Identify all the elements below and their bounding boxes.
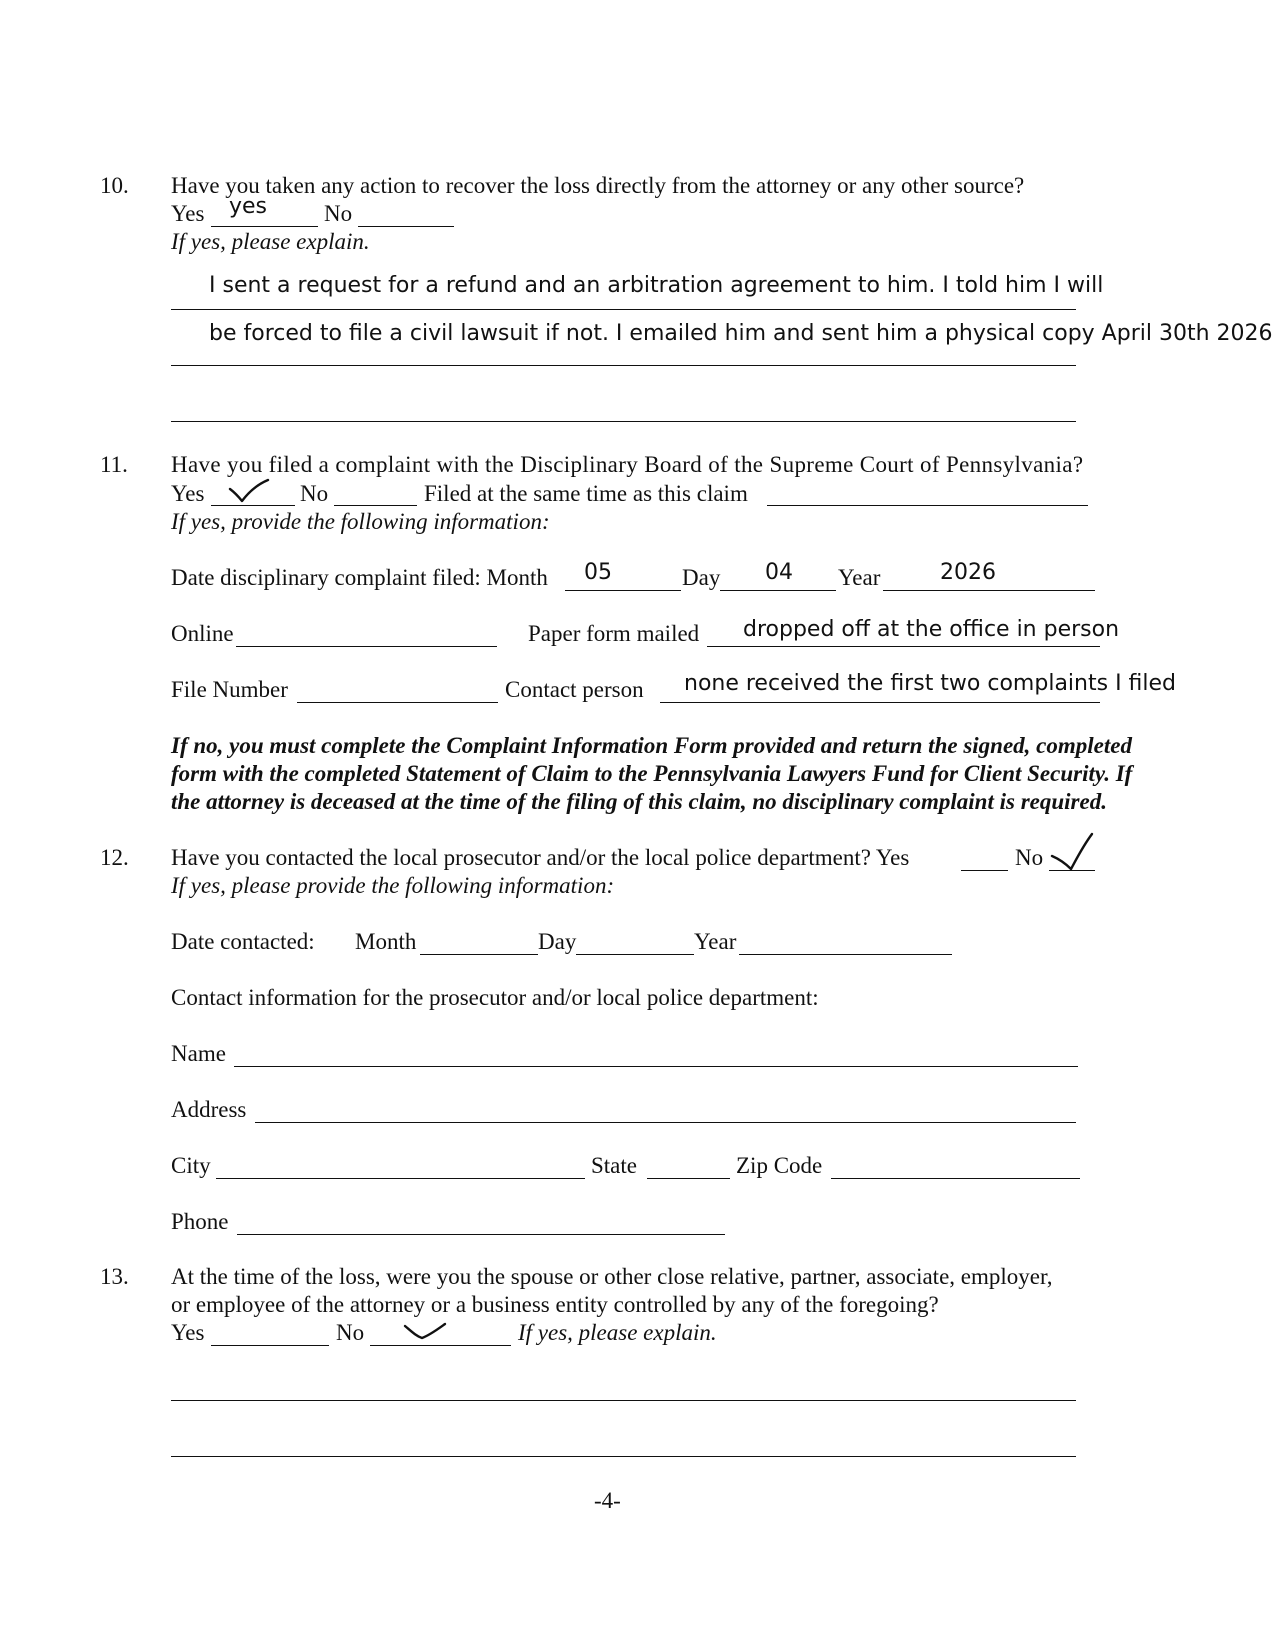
q11-day-line[interactable]	[720, 590, 836, 591]
q12-state-line[interactable]	[647, 1178, 730, 1179]
q12-no-checkmark-icon[interactable]	[1049, 832, 1095, 872]
q13-yes-line[interactable]	[211, 1345, 329, 1346]
q11-paper-label: Paper form mailed	[528, 621, 700, 646]
q12-day-line[interactable]	[576, 954, 694, 955]
q10-explain-underline-3[interactable]	[171, 421, 1076, 422]
q10-yes-label: Yes	[171, 201, 205, 226]
q12-phone-line[interactable]	[237, 1234, 725, 1235]
q13-no-line[interactable]	[370, 1345, 511, 1346]
q11-no-label: No	[300, 481, 329, 506]
q10-yes-line[interactable]	[211, 226, 318, 227]
q12-date-label: Date contacted:	[171, 929, 315, 954]
q11-day-label: Day	[682, 565, 721, 590]
q11-contact-line[interactable]	[660, 702, 1100, 703]
q12-year-line[interactable]	[739, 954, 952, 955]
q11-yes-line[interactable]	[211, 505, 295, 506]
q11-file-number-label: File Number	[171, 677, 288, 702]
q12-month-line[interactable]	[420, 954, 538, 955]
q12-address-label: Address	[171, 1097, 247, 1122]
q11-month-line[interactable]	[565, 590, 681, 591]
q13-question-line-2: or employee of the attorney or a business entity controlled by any of the foregoing?	[171, 1292, 939, 1317]
q10-explain-line-1[interactable]: I sent a request for a refund and an arbitration agreement to him. I told him I will	[209, 273, 1104, 298]
q12-name-label: Name	[171, 1041, 226, 1066]
page-number: -4-	[594, 1488, 621, 1513]
q12-zip-label: Zip Code	[736, 1153, 823, 1178]
q12-number: 12.	[100, 845, 129, 870]
q11-year-value[interactable]: 2026	[940, 560, 996, 585]
q11-date-label: Date disciplinary complaint filed: Month	[171, 565, 548, 590]
q13-explain-label: If yes, please explain.	[518, 1320, 717, 1345]
q10-number: 10.	[100, 173, 129, 198]
q12-phone-label: Phone	[171, 1209, 229, 1234]
q13-no-label: No	[336, 1320, 365, 1345]
q12-contact-info-label: Contact information for the prosecutor and/or local police department:	[171, 985, 819, 1010]
q11-contact-label: Contact person	[505, 677, 644, 702]
q11-note-line-3: the attorney is deceased at the time of the filing of this claim, no disciplinary complaint is required.	[171, 789, 1107, 814]
q12-day-label: Day	[538, 929, 577, 954]
q13-question-line-1: At the time of the loss, were you the spouse or other close relative, partner, associate, employer,	[171, 1264, 1053, 1289]
q13-yes-label: Yes	[171, 1320, 205, 1345]
q11-yes-label: Yes	[171, 481, 205, 506]
q12-state-label: State	[591, 1153, 637, 1178]
q13-number: 13.	[100, 1264, 129, 1289]
q11-online-label: Online	[171, 621, 234, 646]
q11-note-line-2: form with the completed Statement of Claim to the Pennsylvania Lawyers Fund for Client Security. If	[171, 761, 1133, 786]
q11-paper-line[interactable]	[707, 646, 1100, 647]
q12-name-line[interactable]	[234, 1066, 1078, 1067]
q12-zip-line[interactable]	[831, 1178, 1080, 1179]
q11-file-number-line[interactable]	[297, 702, 498, 703]
q12-year-label: Year	[694, 929, 737, 954]
q10-yes-value[interactable]: yes	[229, 194, 268, 219]
q10-explain-underline-2	[171, 365, 1076, 366]
q12-month-label: Month	[355, 929, 417, 954]
q11-day-value[interactable]: 04	[765, 560, 793, 585]
q11-online-line[interactable]	[236, 646, 497, 647]
q11-year-line[interactable]	[883, 590, 1095, 591]
q10-explain-line-2[interactable]: be forced to file a civil lawsuit if not. I emailed him and sent him a physical copy April 30th 2026	[209, 321, 1273, 346]
q12-city-label: City	[171, 1153, 211, 1178]
q11-paper-value[interactable]: dropped off at the office in person	[743, 617, 1120, 642]
q11-year-label: Year	[838, 565, 881, 590]
q11-same-time-label: Filed at the same time as this claim	[424, 481, 748, 506]
q12-no-label: No	[1015, 845, 1044, 870]
q10-no-label: No	[324, 201, 353, 226]
q10-explain-underline-1	[171, 309, 1076, 310]
q11-yes-checkmark-icon[interactable]	[228, 478, 272, 504]
q11-contact-value[interactable]: none received the first two complaints I filed	[684, 671, 1177, 696]
q13-explain-line-2[interactable]	[171, 1456, 1076, 1457]
q13-no-checkmark-icon[interactable]	[402, 1322, 448, 1342]
q12-city-line[interactable]	[216, 1178, 585, 1179]
q13-explain-line-1[interactable]	[171, 1400, 1076, 1401]
q12-yes-line[interactable]	[961, 870, 1008, 871]
q10-question: Have you taken any action to recover the loss directly from the attorney or any other source?	[171, 173, 1025, 198]
q11-same-time-line[interactable]	[767, 505, 1088, 506]
q10-explain-label: If yes, please explain.	[171, 229, 370, 254]
q12-question: Have you contacted the local prosecutor and/or the local police department? Yes	[171, 845, 910, 870]
q11-no-line[interactable]	[334, 505, 417, 506]
q10-no-line[interactable]	[358, 226, 454, 227]
q11-question: Have you filed a complaint with the Disciplinary Board of the Supreme Court of Pennsylvania?	[171, 452, 1084, 477]
q12-address-line[interactable]	[255, 1122, 1076, 1123]
q11-info-label: If yes, provide the following information:	[171, 509, 550, 534]
q11-number: 11.	[100, 452, 128, 477]
q12-info-label: If yes, please provide the following information:	[171, 873, 615, 898]
q11-month-value[interactable]: 05	[584, 560, 612, 585]
q11-note-line-1: If no, you must complete the Complaint Information Form provided and return the signed, completed	[171, 733, 1132, 758]
